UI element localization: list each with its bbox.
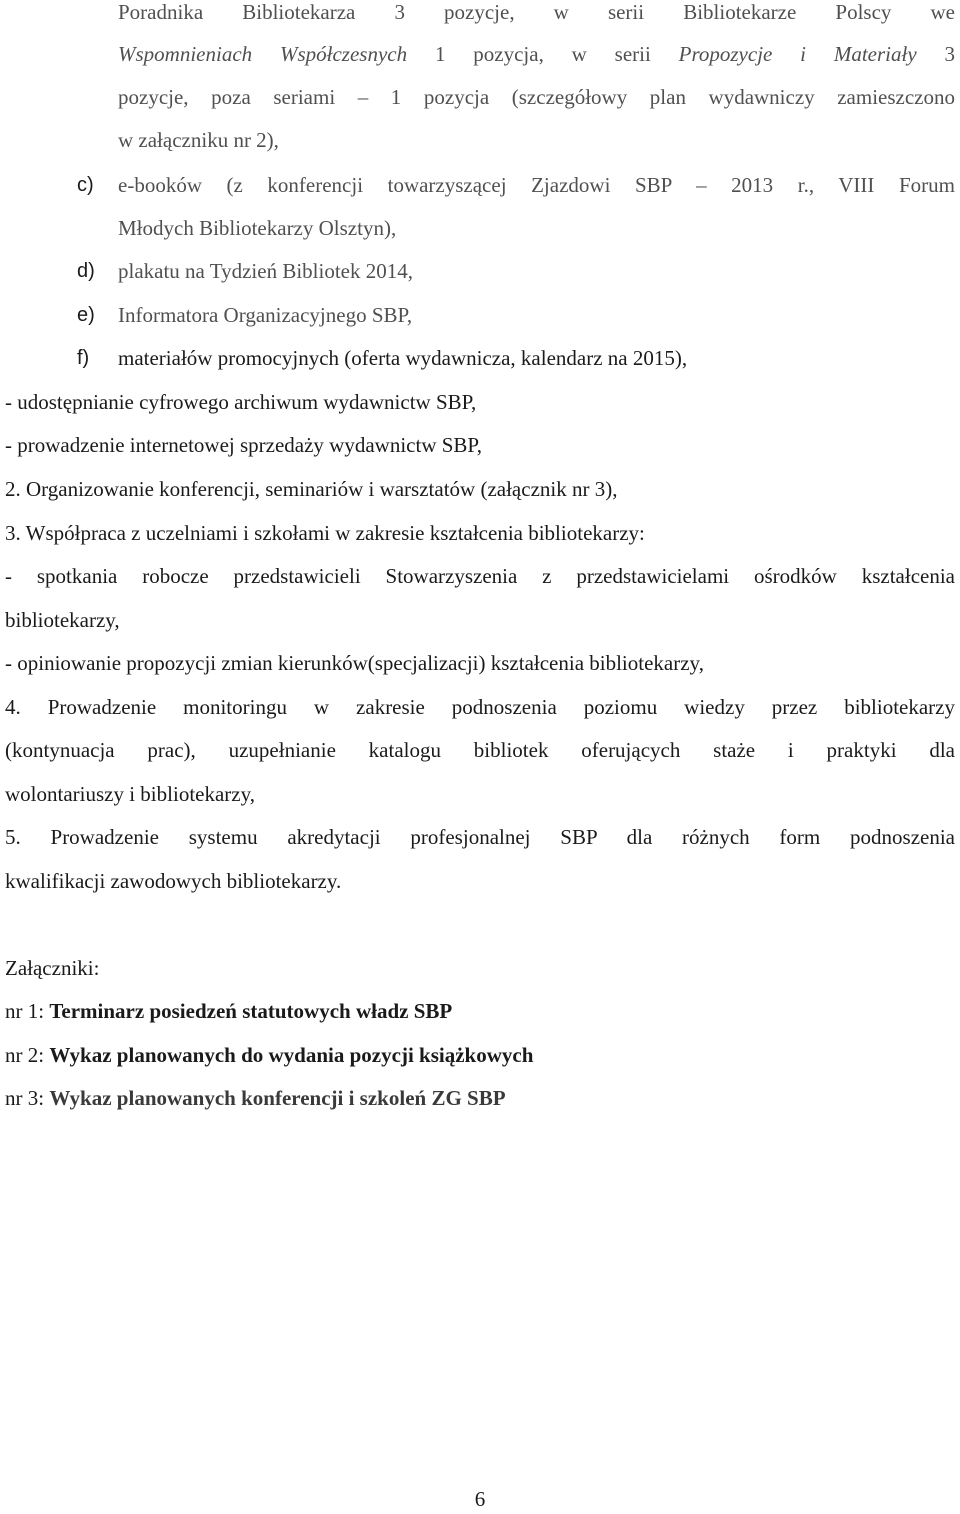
- attachment-item: [5, 996, 452, 1026]
- list-item-continuation: Młodych Bibliotekarzy Olsztyn),: [118, 216, 397, 240]
- text-line: [118, 39, 955, 69]
- page-number: 6: [474, 1487, 486, 1511]
- series-title: Wspomnieniach Współczesnych: [118, 42, 408, 66]
- text-span: 1 pozycja, w serii: [407, 42, 679, 66]
- list-marker: e): [77, 304, 95, 326]
- text-line: - spotkania robocze przedstawicieli Stowarzyszenia z przedstawicielami ośrodków kształcenia: [5, 564, 955, 588]
- list-marker: f): [77, 347, 90, 369]
- text-line: kwalifikacji zawodowych bibliotekarzy.: [5, 869, 342, 893]
- list-item: plakatu na Tydzień Bibliotek 2014,: [118, 259, 414, 283]
- text-line: - udostępnianie cyfrowego archiwum wydawnictw SBP,: [5, 390, 477, 414]
- attachment-item: [5, 1040, 533, 1070]
- text-line: w załączniku nr 2),: [118, 128, 279, 152]
- text-line: - prowadzenie internetowej sprzedaży wydawnictw SBP,: [5, 433, 483, 457]
- attachment-prefix: nr 1:: [5, 999, 50, 1023]
- text-line: 2. Organizowanie konferencji, seminariów i warsztatów (załącznik nr 3),: [5, 477, 618, 501]
- text-line: (kontynuacja prac), uzupełnianie katalogu bibliotek oferujących staże i praktyki dla: [5, 738, 955, 762]
- text-span: 3: [916, 42, 956, 66]
- text-line: 3. Współpraca z uczelniami i szkołami w zakresie kształcenia bibliotekarzy:: [5, 521, 645, 545]
- text-line: pozycje, poza seriami – 1 pozycja (szczegółowy plan wydawniczy zamieszczono: [118, 85, 955, 109]
- list-item: materiałów promocyjnych (oferta wydawnicza, kalendarz na 2015),: [118, 346, 688, 370]
- text-line: - opiniowanie propozycji zmian kierunków(specjalizacji) kształcenia bibliotekarzy,: [5, 651, 704, 675]
- list-item: Informatora Organizacyjnego SBP,: [118, 303, 413, 327]
- text-line: 5. Prowadzenie systemu akredytacji profesjonalnej SBP dla różnych form podnoszenia: [5, 825, 955, 849]
- attachment-prefix: nr 3:: [5, 1086, 50, 1110]
- text-line: wolontariuszy i bibliotekarzy,: [5, 782, 255, 806]
- attachment-title: Terminarz posiedzeń statutowych władz SBP: [49, 999, 453, 1023]
- attachment-title: Wykaz planowanych konferencji i szkoleń ZG SBP: [49, 1086, 506, 1110]
- text-line: 4. Prowadzenie monitoringu w zakresie podnoszenia poziomu wiedzy przez bibliotekarzy: [5, 695, 955, 719]
- list-marker: c): [77, 174, 94, 196]
- text-line: Poradnika Bibliotekarza 3 pozycje, w serii Bibliotekarze Polscy we: [118, 0, 955, 24]
- list-item: e-booków (z konferencji towarzyszącej Zjazdowi SBP – 2013 r., VIII Forum: [118, 173, 955, 197]
- attachment-prefix: nr 2:: [5, 1043, 50, 1067]
- list-marker: d): [77, 260, 95, 282]
- attachment-title: Wykaz planowanych do wydania pozycji książkowych: [49, 1043, 534, 1067]
- attachment-item: [5, 1083, 506, 1113]
- text-line: bibliotekarzy,: [5, 608, 120, 632]
- attachments-heading: Załączniki:: [5, 956, 100, 980]
- series-title: Propozycje i Materiały: [678, 42, 917, 66]
